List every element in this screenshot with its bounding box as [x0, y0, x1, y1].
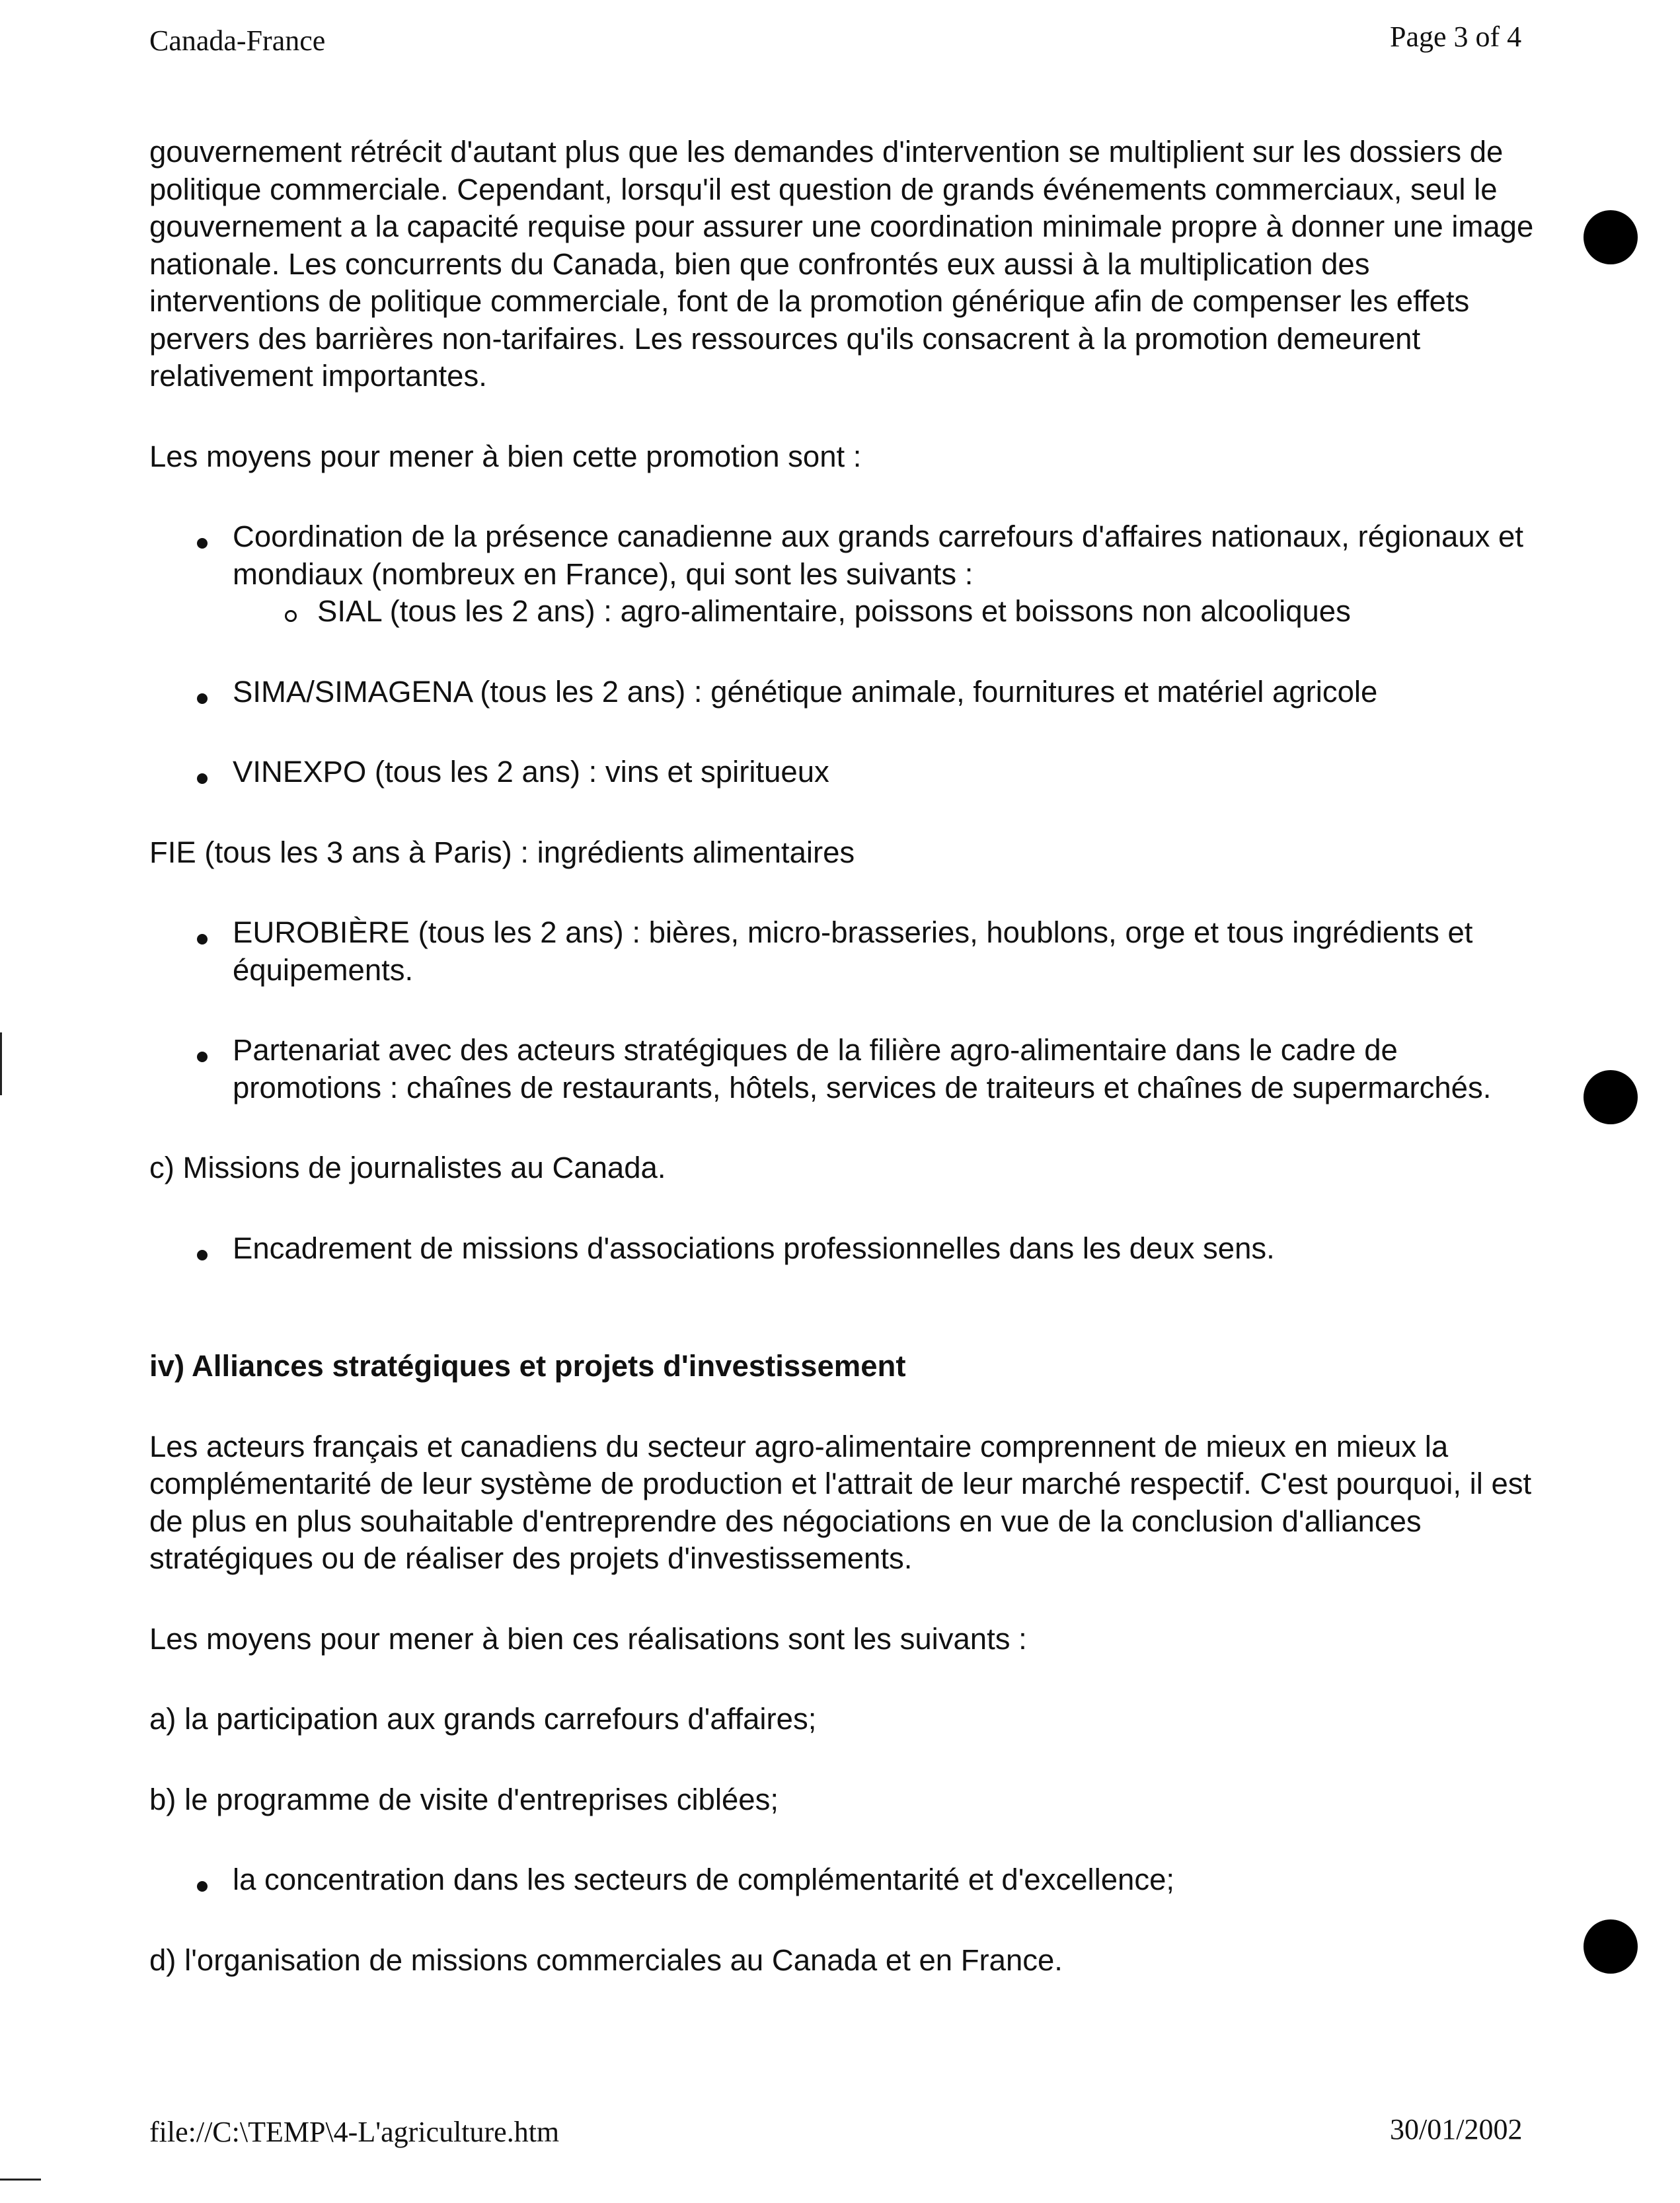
list-item-text: Partenariat avec des acteurs stratégiques de la filière agro-alimentaire dans le cadre de promotions : chaînes de restaurants, hôtels, services de traiteurs et chaînes de supermarchés. [233, 1033, 1492, 1104]
realisations-intro: Les moyens pour mener à bien ces réalisations sont les suivants : [149, 1621, 1027, 1656]
item-d: d) l'organisation de missions commerciales au Canada et en France. [149, 1943, 1063, 1977]
list-item [149, 914, 1544, 989]
margin-dot-marker [1584, 210, 1638, 264]
alliances-paragraph: Les acteurs français et canadiens du secteur agro-alimentaire comprennent de mieux en mieux la complémentarité de leur système de production et l'attrait de leur marché respectif. C'est pourquoi, il est de plus en plus souhaitable d'entreprendre des négociations en vue de la conclusion d'alliances stratégiques ou de réaliser des projets d'investissements. [149, 1429, 1532, 1575]
bullet-icon [197, 1881, 208, 1892]
bullet-icon [197, 773, 208, 784]
item-b: b) le programme de visite d'entreprises ciblées; [149, 1782, 779, 1816]
intro-paragraph: gouvernement rétrécit d'autant plus que les demandes d'intervention se multiplient sur les dossiers de politique commerciale. Cependant, lorsqu'il est question de grands événements commerciaux, seul le gouvernement a la capacité requise pour assurer une coordination minimale propre à donner une image nationale. Les concurrents du Canada, bien que confrontés eux aussi à la multiplication des interventions de politique commerciale, font de la promotion générique afin de compenser les effets pervers des barrières non-tarifaires. Les ressources qu'ils consacrent à la promotion demeurent relativement importantes. [149, 135, 1534, 393]
footer-file-path: file://C:\TEMP\4-L'agriculture.htm [149, 2116, 560, 2148]
list-item [149, 674, 1544, 711]
bullet-icon [197, 538, 208, 549]
list-item-text: EUROBIÈRE (tous les 2 ans) : bières, micro-brasseries, houblons, orge et tous ingrédients et équipements. [233, 915, 1473, 987]
bullet-icon [197, 1052, 208, 1062]
list-item-text: Coordination de la présence canadienne aux grands carrefours d'affaires nationaux, régionaux et mondiaux (nombreux en France), qui sont les suivants : [233, 520, 1523, 591]
circle-bullet-icon [285, 610, 297, 622]
list-item-text: SIMA/SIMAGENA (tous les 2 ans) : génétique animale, fournitures et matériel agricole [233, 674, 1378, 709]
footer-date: 30/01/2002 [1390, 2113, 1523, 2145]
margin-dot-marker [1584, 1070, 1638, 1124]
list-item [149, 754, 1544, 791]
list-item-text: VINEXPO (tous les 2 ans) : vins et spiritueux [233, 755, 829, 789]
sub-list-item [149, 593, 1544, 631]
section-heading: iv) Alliances stratégiques et projets d'investissement [149, 1349, 906, 1383]
means-intro: Les moyens pour mener à bien cette promotion sont : [149, 439, 862, 473]
bullet-icon [197, 1250, 208, 1260]
scan-edge-mark [0, 1032, 2, 1095]
margin-dot-marker [1584, 1919, 1638, 1974]
list-item [149, 518, 1544, 593]
document-body [149, 134, 1544, 1979]
missions-line: c) Missions de journalistes au Canada. [149, 1151, 666, 1184]
header-title: Canada-France [149, 24, 326, 57]
bullet-icon [197, 693, 208, 704]
list-item [149, 1230, 1544, 1268]
list-item [149, 1032, 1544, 1106]
list-item [149, 1861, 1544, 1899]
sub-list-item-text: SIAL (tous les 2 ans) : agro-alimentaire, poissons et boissons non alcooliques [317, 594, 1351, 628]
page-number: Page 3 of 4 [1390, 20, 1522, 53]
fie-line: FIE (tous les 3 ans à Paris) : ingrédients alimentaires [149, 835, 855, 869]
item-a: a) la participation aux grands carrefours d'affaires; [149, 1702, 817, 1736]
list-item-text: la concentration dans les secteurs de complémentarité et d'excellence; [233, 1863, 1175, 1896]
list-item-text: Encadrement de missions d'associations professionnelles dans les deux sens. [233, 1231, 1275, 1265]
bullet-icon [197, 934, 208, 945]
scan-edge-mark [0, 2179, 41, 2181]
